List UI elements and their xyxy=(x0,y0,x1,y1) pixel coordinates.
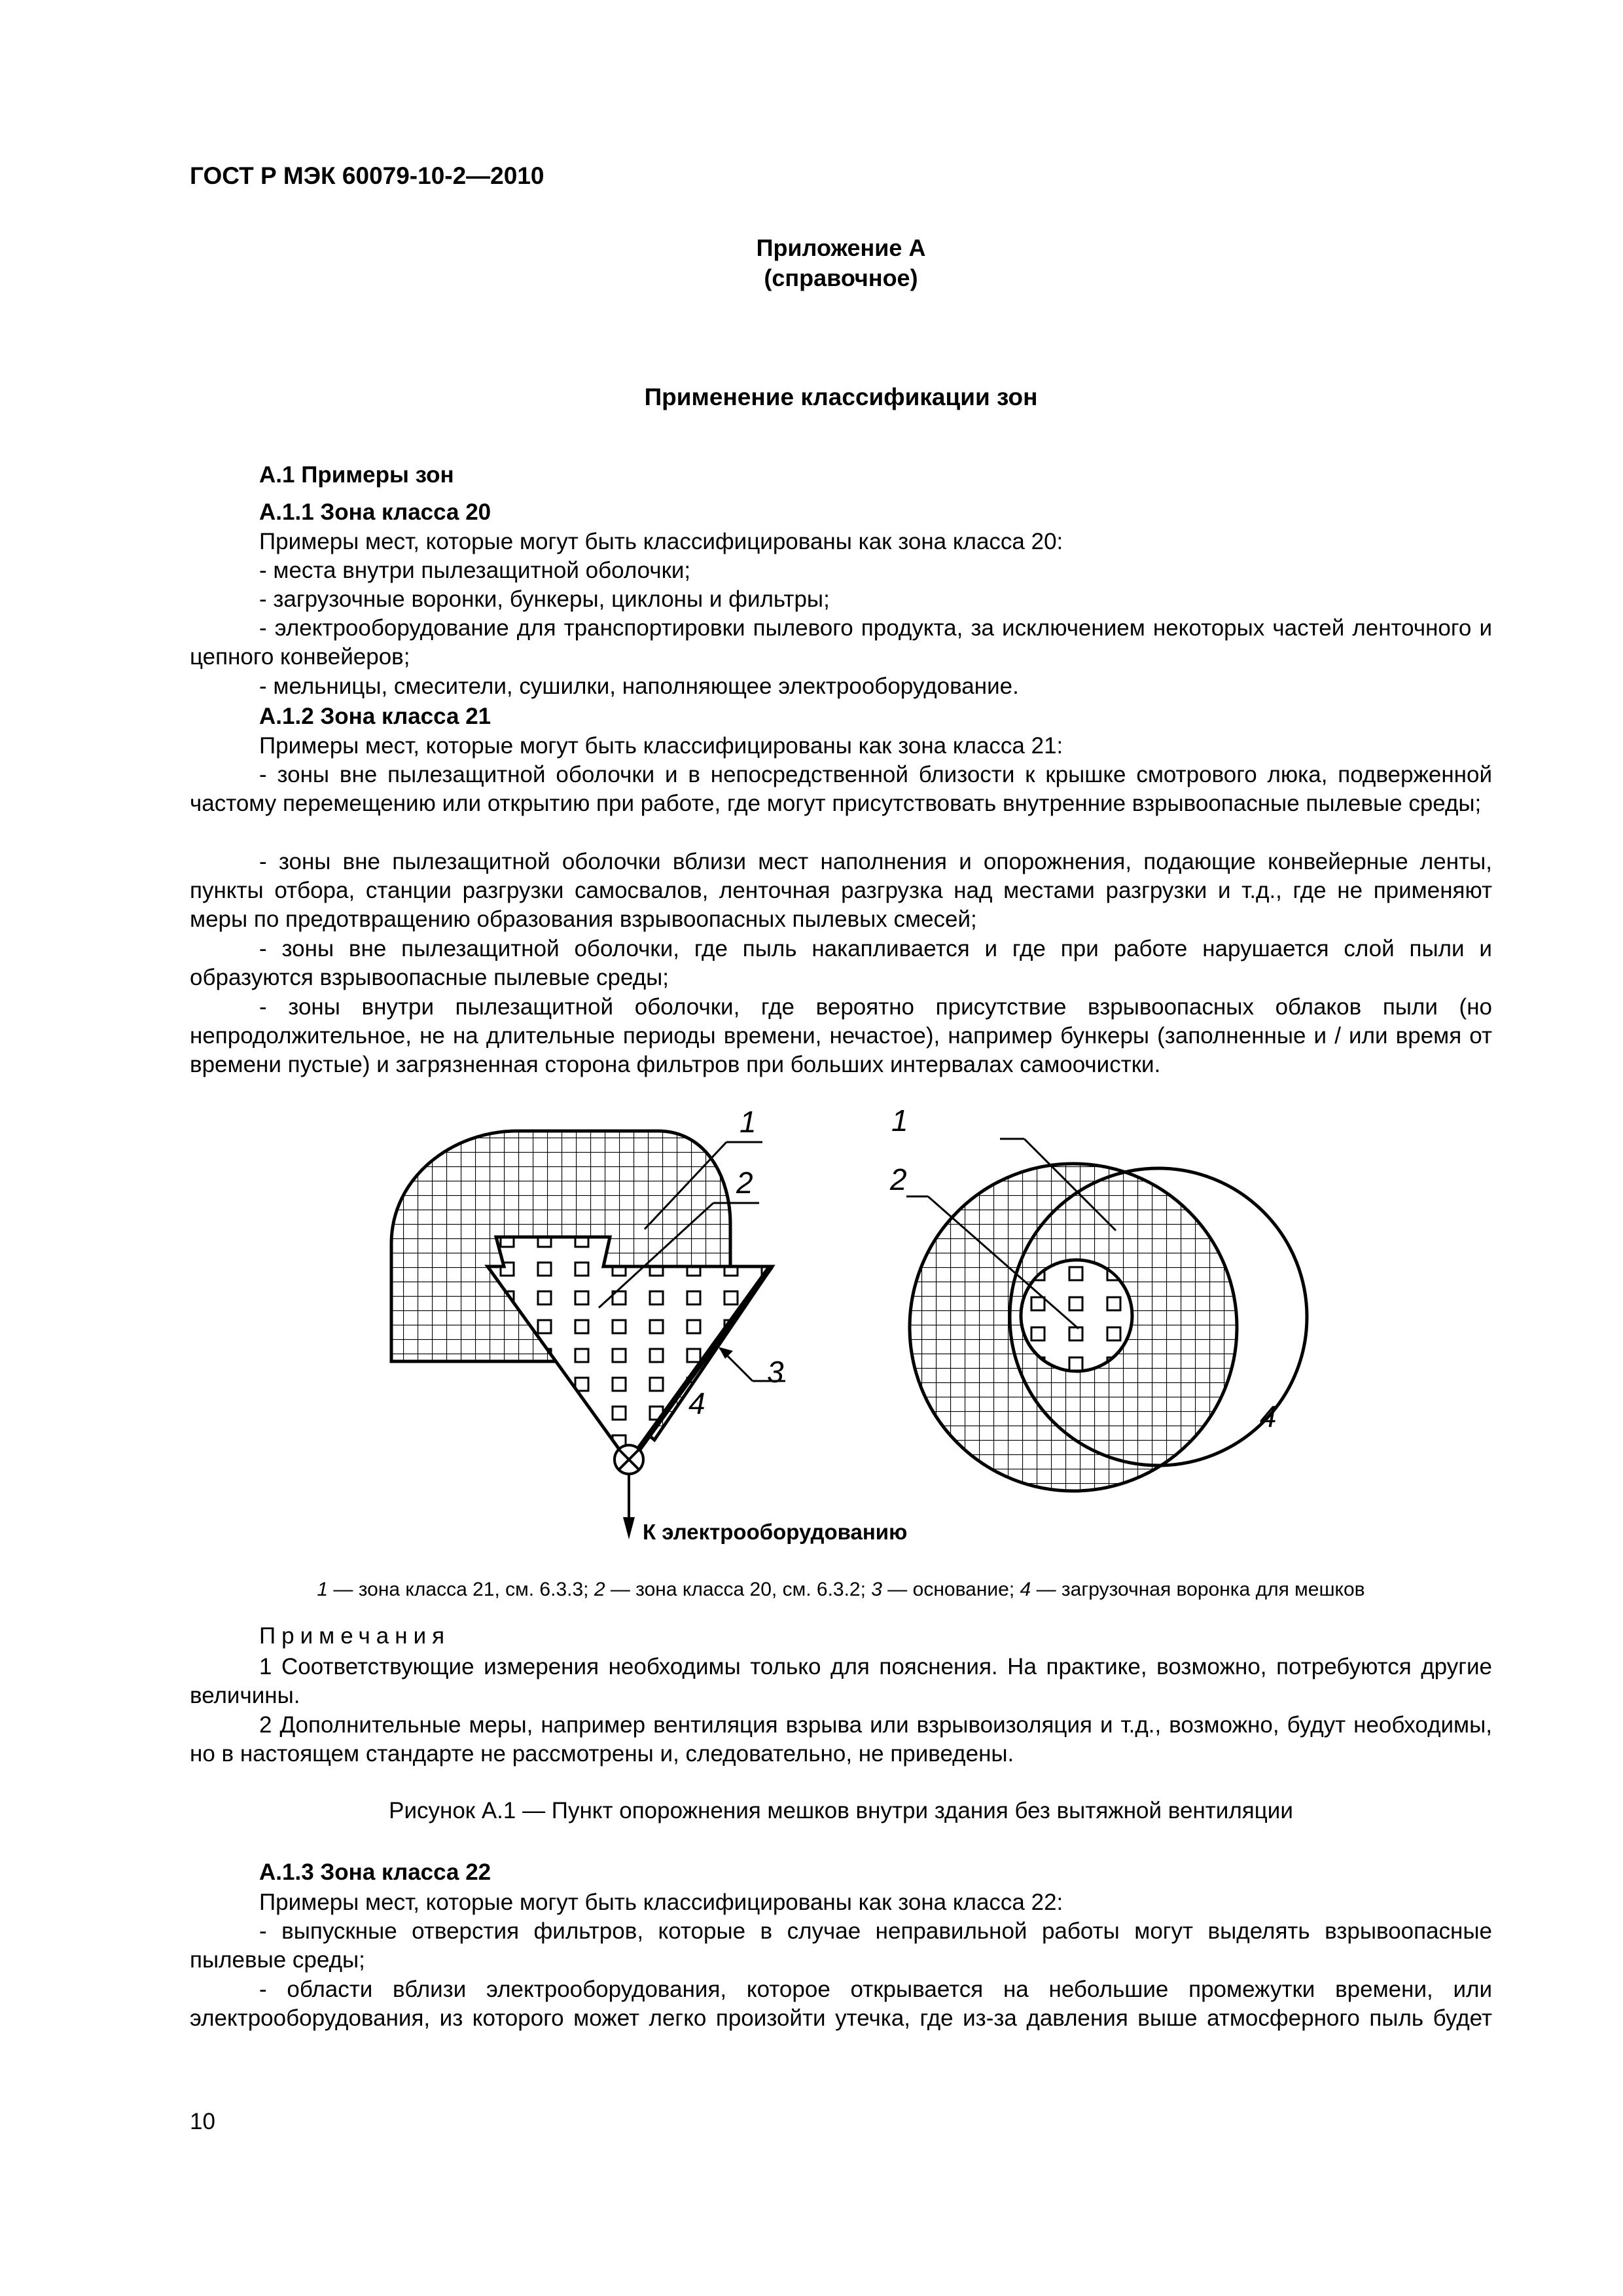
paragraph: Примеры мест, которые могут быть классифицированы как зона класса 21: xyxy=(259,733,1063,759)
callout-1-left: 1 xyxy=(740,1105,757,1139)
callout-1-right: 1 xyxy=(891,1103,908,1138)
legend-text: — зона класса 20, см. 6.3.2; xyxy=(605,1579,872,1600)
legend-text: — загрузочная воронка для мешков xyxy=(1031,1579,1365,1600)
callout-2-right: 2 xyxy=(890,1162,907,1196)
list-item: - загрузочные воронки, бункеры, циклоны и фильтры; xyxy=(259,586,830,612)
section-a13-heading: А.1.3 Зона класса 22 xyxy=(259,1859,491,1885)
list-item: - мельницы, смесители, сушилки, наполняющее электрооборудование. xyxy=(259,673,1019,699)
legend-number: 1 xyxy=(317,1579,329,1600)
legend-number: 3 xyxy=(871,1579,882,1600)
callout-4-left: 4 xyxy=(688,1386,705,1420)
list-item: - зоны вне пылезащитной оболочки и в непосредственной близости к крышке смотрового люка, подверженной частому перемещению или открытию при работе, где могут присутствовать внутренние взрывоопасные пылевые среды; xyxy=(190,762,1492,816)
annex-title: Применение классификации зон xyxy=(644,384,1038,410)
arrow-down-icon xyxy=(623,1474,635,1539)
callout-3-left: 3 xyxy=(767,1355,784,1389)
legend-number: 4 xyxy=(1020,1579,1031,1600)
note-1: 1 Соответствующие измерения необходимы только для пояснения. На практике, возможно, потребуются другие величины. xyxy=(190,1654,1492,1708)
legend-number: 2 xyxy=(594,1579,605,1600)
figure-legend xyxy=(190,1579,1492,1601)
valve-symbol xyxy=(615,1445,643,1474)
list-item: - области вблизи электрооборудования, которое открывается на небольшие промежутки времени, или электрооборудования, из которого может легко произойти утечка, где из-за давления выше атмосферного пыль будет xyxy=(190,1977,1492,2031)
annex-label: Приложение А xyxy=(756,234,926,261)
legend-text: — зона класса 21, см. 6.3.3; xyxy=(328,1579,594,1600)
list-item: - зоны вне пылезащитной оболочки, где пыль накапливается и где при работе нарушается слой пыли и образуются взрывоопасные пылевые среды; xyxy=(190,936,1492,990)
callout-2-left: 2 xyxy=(736,1166,753,1200)
paragraph: Примеры мест, которые могут быть классифицированы как зона класса 22: xyxy=(259,1890,1063,1915)
section-a1-heading: А.1 Примеры зон xyxy=(259,462,454,488)
list-item: - электрооборудование для транспортировки пылевого продукта, за исключением некоторых частей ленточного и цепного конвейеров; xyxy=(190,615,1492,670)
list-item: - выпускные отверстия фильтров, которые в случае неправильной работы могут выделять взрывоопасные пылевые среды; xyxy=(190,1918,1492,1973)
section-a12-heading: А.1.2 Зона класса 21 xyxy=(259,704,491,729)
annex-type: (справочное) xyxy=(764,264,918,291)
arrow-label: К электрооборудованию xyxy=(643,1520,908,1544)
list-item: - зоны внутри пылезащитной оболочки, где вероятно присутствие взрывоопасных облаков пыли (но непродолжительное, не на длительные периоды времени, нечастое), например бункеры (заполненные и / или время от времени пустые) и загрязненная сторона фильтров при больших интервалах самоочистки. xyxy=(190,994,1492,1077)
note-2: 2 Дополнительные меры, например вентиляция взрыва или взрывоизоляция и т.д., возможно, будут необходимы, но в настоящем стандарте не рассмотрены и, следовательно, не приведены. xyxy=(190,1712,1492,1767)
legend-text: — основание; xyxy=(882,1579,1020,1600)
callout-4-right: 4 xyxy=(1260,1399,1277,1433)
document-code: ГОСТ Р МЭК 60079-10-2—2010 xyxy=(190,162,544,189)
paragraph: Примеры мест, которые могут быть классифицированы как зона класса 20: xyxy=(259,529,1063,554)
list-item: - зоны вне пылезащитной оболочки вблизи мест наполнения и опорожнения, подающие конвейерные ленты, пункты отбора, станции разгрузки самосвалов, ленточная разгрузка над местами разгрузки и т.д., где не применяют меры по предотвращению образования взрывоопасных пылевых смесей; xyxy=(190,849,1492,932)
page-number: 10 xyxy=(190,2109,215,2134)
zone-20-area-right xyxy=(1021,1260,1132,1371)
figure-caption: Рисунок А.1 — Пункт опорожнения мешков внутри здания без вытяжной вентиляции xyxy=(389,1798,1293,1823)
list-item: - места внутри пылезащитной оболочки; xyxy=(259,558,691,583)
notes-heading: Примечания xyxy=(259,1623,451,1649)
section-a11-heading: А.1.1 Зона класса 20 xyxy=(259,499,491,525)
